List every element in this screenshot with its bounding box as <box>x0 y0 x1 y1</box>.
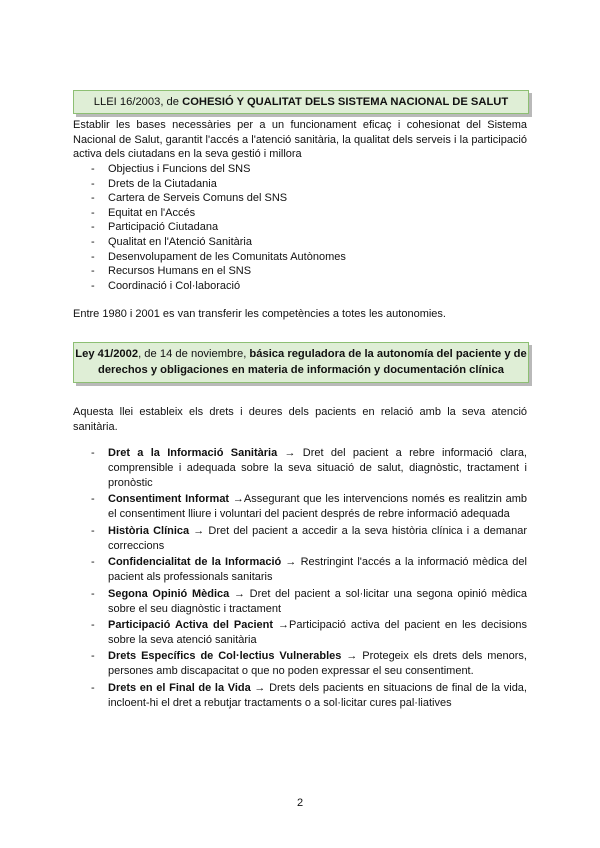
dash-marker: - <box>91 235 95 248</box>
right-description: → Restringint l'accés a la informació mèdica del pacient als professionals sanitaris <box>108 556 527 584</box>
dash-marker: - <box>91 279 95 292</box>
law-41-2002-title-box <box>73 342 529 383</box>
right-description: → Dret del pacient a sol·licitar una segona opinió mèdica sobre el seu diagnòstic i tractament <box>108 587 527 615</box>
dash-marker: - <box>91 681 95 694</box>
list-item <box>91 446 527 491</box>
list-item <box>91 492 527 522</box>
right-term: Història Clínica <box>108 524 190 537</box>
list-item <box>91 618 527 648</box>
list-item <box>91 206 527 221</box>
right-term: Participació Activa del Pacient <box>108 618 274 631</box>
list-item-text: Objectius i Funcions del SNS <box>108 163 251 175</box>
list-item-text: Recursos Humans en el SNS <box>108 265 252 278</box>
right-term: Consentiment Informat <box>108 493 230 506</box>
dash-marker: - <box>91 206 95 219</box>
right-term: Dret a la Informació Sanitària <box>108 447 278 459</box>
list-item-text: Equitat en l'Accés <box>108 206 196 219</box>
law-41-2002-title-number: Ley 41/2002 <box>75 348 139 360</box>
dash-marker: - <box>91 587 95 600</box>
dash-marker: - <box>91 265 95 278</box>
right-description: → Dret del pacient a rebre informació clara, comprensible i adequada sobre la seva situació de salut, diagnòstic, tractament i pronòstic <box>108 447 527 489</box>
patient-rights-list <box>91 446 527 712</box>
list-item-text: Cartera de Serveis Comuns del SNS <box>108 192 288 205</box>
list-item-text: Drets de la Ciutadania <box>108 177 217 190</box>
law-16-2003-title-prefix: LLEI 16/2003, de <box>93 96 183 108</box>
right-description: → Protegeix els drets dels menors, persones amb discapacitat o que no poden expressar el seu consentiment. <box>108 650 527 678</box>
dash-marker: - <box>91 618 95 631</box>
list-item <box>91 649 527 679</box>
list-item <box>91 264 527 279</box>
law-16-2003-title-bold: COHESIÓ Y QUALITAT DELS SISTEMA NACIONAL DE SALUT <box>182 96 509 108</box>
right-term: Confidencialitat de la Informació <box>108 556 282 569</box>
transfer-note: Entre 1980 i 2001 es van transferir les competències a totes les autonomies. <box>73 308 446 320</box>
list-item <box>91 279 527 294</box>
list-item-text: Qualitat en l'Atenció Sanitària <box>108 235 252 248</box>
law-41-2002-intro: Aquesta llei estableix els drets i deures dels pacients en relació amb la seva atenció sanitària. <box>73 406 527 433</box>
list-item <box>91 220 527 235</box>
dash-marker: - <box>91 163 95 175</box>
right-term: Drets Específics de Col·lectius Vulnerables <box>108 650 342 663</box>
list-item-text: Participació Ciutadana <box>108 221 219 234</box>
law-16-2003-title-box <box>73 90 529 114</box>
dash-marker: - <box>91 192 95 205</box>
law-41-2002-title-date: , de 14 de noviembre, <box>138 348 250 360</box>
dash-marker: - <box>91 221 95 234</box>
dash-marker: - <box>91 250 95 263</box>
law-16-2003-intro: Establir les bases necessàries per a un funcionament eficaç i cohesionat del Sistema Nacional de Salut, garantit l'accés a l'atenció sanitària, la qualitat dels serveis i la participació activa dels ciutadans en la seva gestió i millora <box>73 119 527 160</box>
list-item <box>91 191 527 206</box>
list-item <box>91 162 527 177</box>
list-item <box>91 555 527 585</box>
list-item <box>91 235 527 250</box>
right-description: → Dret del pacient a accedir a la seva història clínica i a demanar correccions <box>108 524 528 552</box>
dash-marker: - <box>91 524 95 537</box>
right-description: →Assegurant que les intervencions només es realitzin amb el consentiment lliure i voluntari del pacient després de rebre informació adequada <box>108 493 527 521</box>
right-term: Drets en el Final de la Vida <box>108 681 251 694</box>
dash-marker: - <box>91 177 95 190</box>
law-16-2003-topics-list <box>91 162 527 293</box>
list-item <box>91 524 527 554</box>
dash-marker: - <box>91 493 95 506</box>
page-number: 2 <box>296 797 304 809</box>
right-description: → Drets dels pacients en situacions de final de la vida, incloent-hi el dret a rebutjar tractaments o a sol·licitar cures pal·liatives <box>108 681 527 709</box>
dash-marker: - <box>91 447 95 459</box>
list-item-text: Coordinació i Col·laboració <box>108 279 241 292</box>
right-description: →Participació activa del pacient en les decisions sobre la seva atenció sanitària <box>108 618 528 646</box>
list-item <box>91 177 527 192</box>
right-term: Segona Opinió Mèdica <box>108 587 230 600</box>
list-item <box>91 250 527 265</box>
dash-marker: - <box>91 556 95 569</box>
list-item <box>91 681 527 711</box>
dash-marker: - <box>91 650 95 663</box>
law-41-2002-title-bold: básica reguladora de la autonomía del paciente y de derechos y obligaciones en materia de información y documentación clínica <box>98 348 527 376</box>
list-item <box>91 587 527 617</box>
list-item-text: Desenvolupament de les Comunitats Autònomes <box>108 250 346 263</box>
